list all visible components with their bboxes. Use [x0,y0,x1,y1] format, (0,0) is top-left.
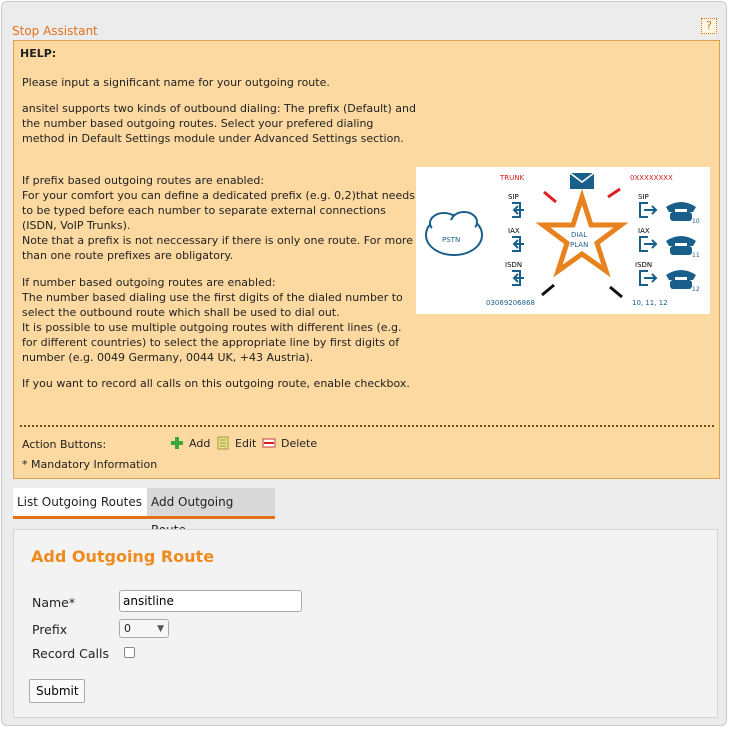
legend-add-label: Add [189,436,211,450]
edit-icon [216,436,230,450]
plan-label: PLAN [570,241,589,249]
form-title: Add Outgoing Route [31,547,215,566]
iax-label: IAX [508,227,520,235]
add-icon [170,436,184,450]
pstn-label: PSTN [442,236,461,244]
help-box [13,40,720,479]
record-calls-label: Record Calls [32,646,110,661]
legend-delete-label: Delete [281,436,318,450]
isdn-label: ISDN [505,261,523,269]
trunk-in-icon [512,203,524,285]
ext-11-label: 11 [692,252,700,259]
name-input[interactable] [119,590,302,612]
dial-plan-diagram [416,167,710,314]
prefix-select[interactable] [119,619,169,638]
mail-icon [570,173,594,189]
pstn-cloud-icon [426,212,482,255]
help-icon[interactable]: ? [701,18,717,34]
tab-add-outgoing-route[interactable]: Add Outgoing [147,488,275,519]
ext-iax-label: IAX [638,227,650,235]
arrow-icon [610,287,622,297]
ext-sip-label: SIP [638,193,649,201]
mandatory-info: * Mandatory Information [22,458,158,471]
trunk-number-label: 03069206868 [486,299,535,307]
help-paragraph: Please input a significant name for your outgoing route. [22,76,330,89]
help-paragraph: If number based outgoing routes are enabled: The number based dialing use the first digits of the dialed number to select the outbound route which shall be used to dial out. It is possible to use multiple outgoing routes with different lines (e.g. for different countries) to select the appropriate line by first digits of number (e.g. 0049 Germany, 0044 UK, +43 Austria). [22,276,403,364]
trunk-label: TRUNK [500,174,525,182]
dial-label: DIAL [571,231,588,239]
sip-label: SIP [508,193,519,201]
help-divider [20,425,714,427]
help-paragraph: If you want to record all calls on this outgoing route, enable checkbox. [22,377,410,390]
help-title: HELP: [20,47,57,60]
extension-number-label: 0XXXXXXXX [630,174,673,182]
phone-icon [666,202,696,289]
extensions-label: 10, 11, 12 [632,299,668,307]
legend-delete [262,436,317,450]
arrow-icon [544,192,556,202]
prefix-label: Prefix [32,622,68,637]
chevron-down-icon: ▼ [157,623,164,634]
delete-icon [262,436,276,450]
ext-isdn-label: ISDN [635,261,653,269]
help-paragraph: ansitel supports two kinds of outbound dialing: The prefix (Default) and the number based outgoing routes. Select your prefered dialing method in Default Settings module under Advanced Settings section. [22,102,416,145]
ext-12-label: 12 [692,286,700,293]
form-panel [13,529,718,718]
main-panel [1,1,727,726]
record-calls-checkbox[interactable] [124,647,135,658]
tab-bar [13,488,275,519]
arrow-icon [542,285,554,295]
legend-edit-label: Edit [235,436,257,450]
trunk-out-icon [640,203,656,285]
submit-button[interactable]: Submit [29,679,85,703]
arrow-icon [608,189,620,197]
stop-assistant-link[interactable]: Stop Assistant [12,24,98,38]
legend-add [170,436,210,450]
action-buttons-label: Action Buttons: [22,438,107,451]
ext-10-label: 10 [692,218,700,225]
prefix-value: 0 [124,622,131,635]
tab-list-outgoing-routes[interactable]: List Outgoing Routes [13,488,147,519]
help-paragraph: If prefix based outgoing routes are enabled: For your comfort you can define a dedicated prefix (e.g. 0,2)that needs to be typed before each number to separate external connections (ISDN, VoIP Trunks). Note that a prefix is not neccessary if there is only one route. For more than one route prefixes are obligatory. [22,174,415,262]
legend-edit [216,436,256,450]
name-label: Name* [32,595,76,610]
